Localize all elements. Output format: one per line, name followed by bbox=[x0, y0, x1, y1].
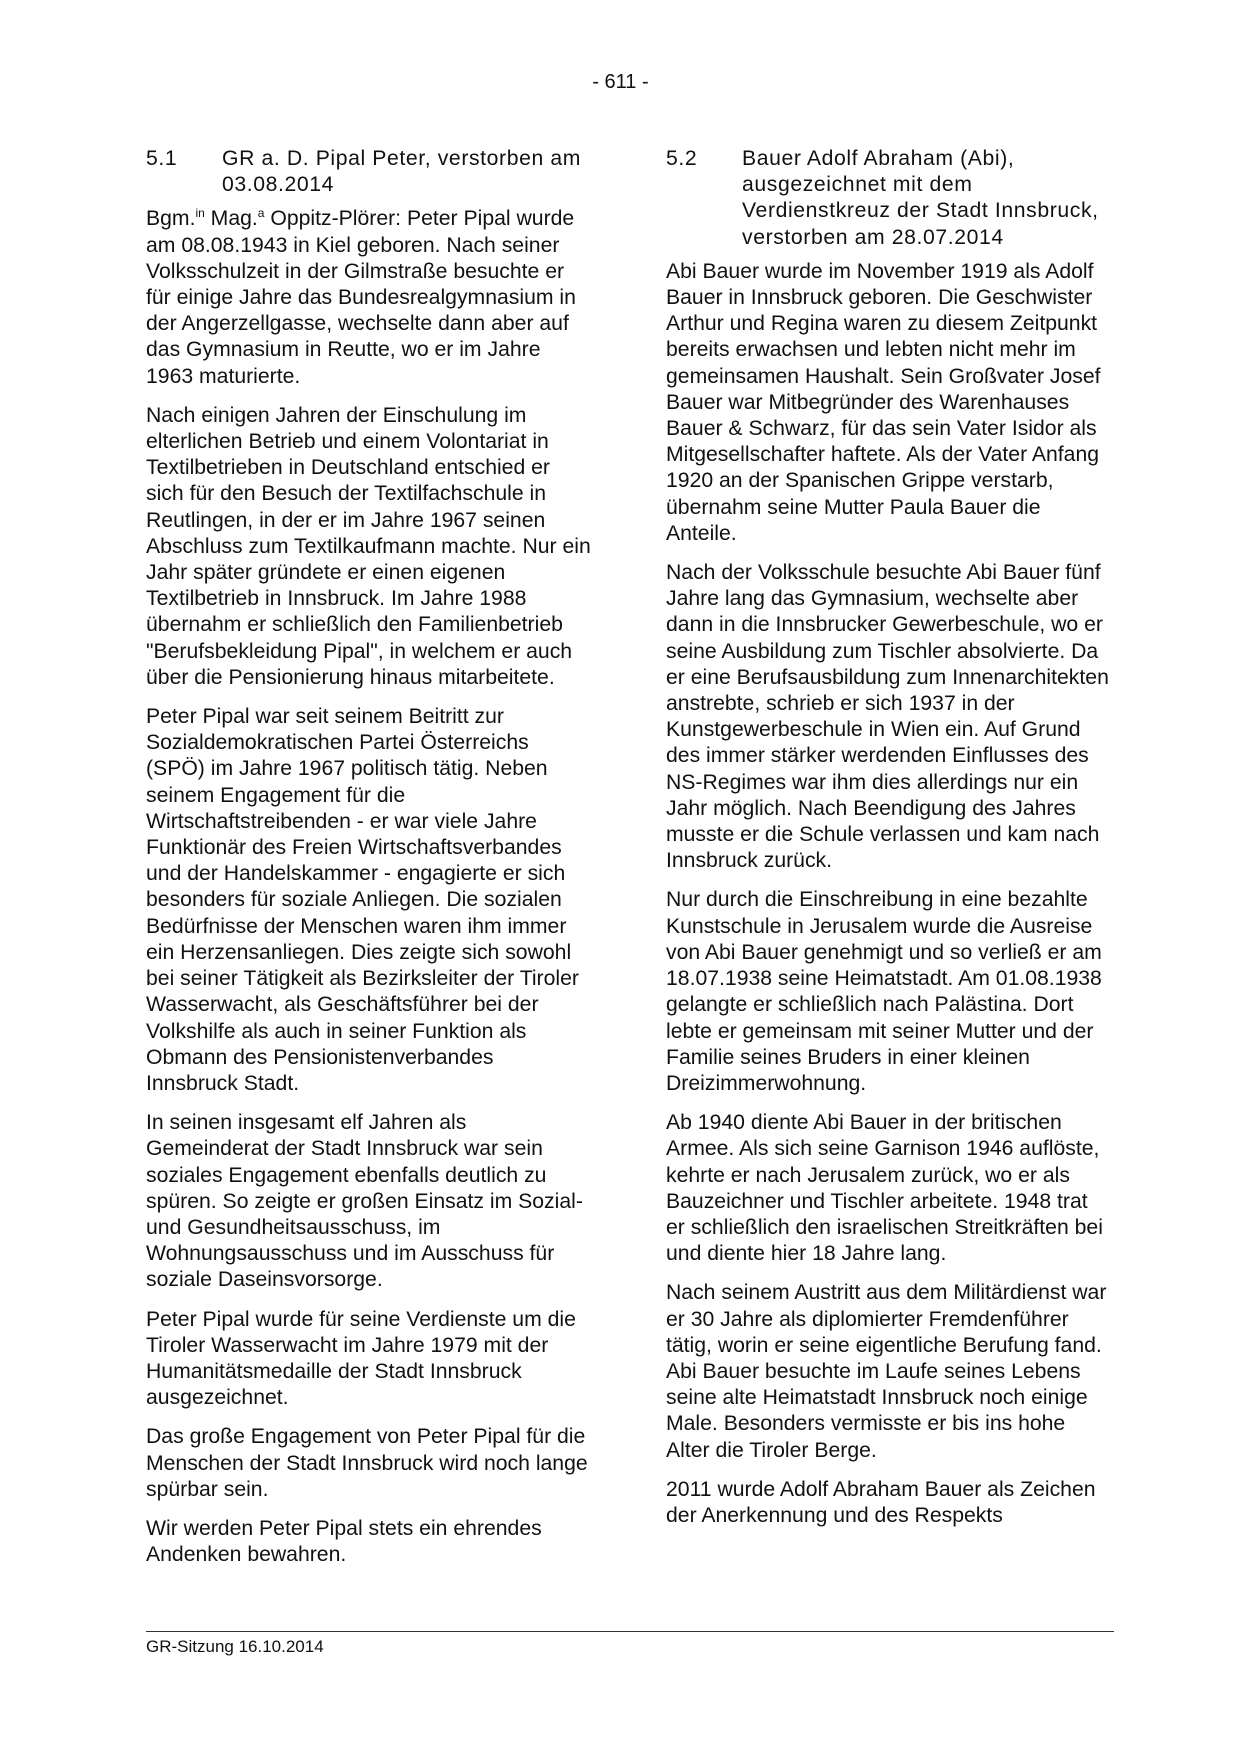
paragraph: Ab 1940 diente Abi Bauer in der britischen Armee. Als sich seine Garnison 1946 auflöste, kehrte er nach Jerusalem zurück, wo er als Bauzeichner und Tischler arbeitete. 1948 trat er schließlich den israelischen Streitkräften bei und diente hier 18 Jahre lang. bbox=[666, 1111, 1103, 1266]
paragraph: Nach seinem Austritt aus dem Militärdienst war er 30 Jahre als diplomierter Fremdenführer tätig, worin er seine eigentliche Berufung fand. Abi Bauer besuchte im Laufe seines Lebens seine alte Heimatstadt Innsbruck noch einige Male. Besonders vermisste er bis ins hohe Alter die Tiroler Berge. bbox=[666, 1281, 1107, 1462]
speaker-title: Mag. bbox=[204, 207, 258, 231]
paragraph: 2011 wurde Adolf Abraham Bauer als Zeichen der Anerkennung und des Respekts bbox=[666, 1477, 1096, 1527]
section-heading-5-1 bbox=[146, 146, 591, 198]
paragraph: Nach einigen Jahren der Einschulung im elterlichen Betrieb und einem Volontariat in Textilbetrieben in Deutschland entschied er sich für den Besuch der Textilfachschule in Reutlingen, in der er im Jahre 1967 seinen Abschluss zum Textilkaufmann machte. Nur ein Jahr später gründete er einen eigenen Textilbetrieb in Innsbruck. Im Jahre 1988 übernahm er schließlich den Familienbetrieb "Berufsbekleidung Pipal", in welchem er auch über die Pensionierung hinaus mitarbeitete. bbox=[146, 403, 591, 689]
footer-divider bbox=[146, 1631, 1114, 1632]
paragraph: Peter Pipal wurde für seine Verdienste um die Tiroler Wasserwacht im Jahre 1979 mit der Humanitätsmedaille der Stadt Innsbruck ausgezeichnet. bbox=[146, 1307, 576, 1410]
paragraph: Peter Pipal war seit seinem Beitritt zur Sozialdemokratischen Partei Österreichs (SPÖ) im Jahre 1967 politisch tätig. Neben seinem Engagement für die Wirtschaftstreibenden - er war viele Jahre Funktionär des Freien Wirtschaftsverbandes und der Handelskammer - engagierte er sich besonders für soziale Anliegen. Die sozialen Bedürfnisse der Menschen waren ihm immer ein Herzensanliegen. Dies zeigte sich sowohl bei seiner Tätigkeit als Bezirksleiter der Tiroler Wasserwacht, als Geschäftsführer bei der Volkshilfe als auch in seiner Funktion als Obmann des Pensionistenverbandes Innsbruck Stadt. bbox=[146, 705, 579, 1095]
section-title: Bauer Adolf Abraham (Abi), ausgezeichnet mit dem Verdienstkreuz der Stadt Innsbruck, verstorben am 28.07.2014 bbox=[742, 147, 1099, 249]
paragraph: Das große Engagement von Peter Pipal für die Menschen der Stadt Innsbruck wird noch lange spürbar sein. bbox=[146, 1425, 588, 1501]
section-number: 5.2 bbox=[666, 147, 698, 170]
footer-session-date: GR-Sitzung 16.10.2014 bbox=[146, 1637, 324, 1656]
paragraph: Nach der Volksschule besuchte Abi Bauer fünf Jahre lang das Gymnasium, wechselte aber dann in die Innsbrucker Gewerbeschule, wo er seine Ausbildung zum Tischler absolvierte. Da er eine Berufsausbildung zum Innenarchitekten anstrebte, schrieb er sich 1937 in der Kunstgewerbeschule in Wien ein. Auf Grund des immer stärker werdenden Einflusses des NS-Regimes war ihm dies allerdings nur ein Jahr möglich. Nach Beendigung des Jahres musste er die Schule verlassen und kam nach Innsbruck zurück. bbox=[666, 561, 1109, 873]
speaker-prefix: Bgm. bbox=[146, 207, 196, 231]
page-number: - 611 - bbox=[592, 71, 649, 93]
paragraph: Abi Bauer wurde im November 1919 als Adolf Bauer in Innsbruck geboren. Die Geschwister Arthur und Regina waren zu diesem Zeitpunkt bereits erwachsen und lebten nicht mehr im gemeinsamen Haushalt. Sein Großvater Josef Bauer war Mitbegründer des Warenhauses Bauer & Schwarz, für das sein Vater Isidor als Mitgesellschafter haftete. Als der Vater Anfang 1920 an der Spanischen Grippe verstarb, übernahm seine Mutter Paula Bauer die Anteile. bbox=[666, 259, 1101, 545]
left-column bbox=[146, 146, 591, 1581]
paragraph: In seinen insgesamt elf Jahren als Gemeinderat der Stadt Innsbruck war sein soziales Engagement ebenfalls deutlich zu spüren. So zeigte er großen Einsatz im Sozial- und Gesundheitsausschuss, im Wohnungsausschuss und im Ausschuss für soziale Daseinsvorsorge. bbox=[146, 1111, 583, 1292]
right-column bbox=[666, 146, 1111, 1542]
intro-text: Oppitz-Plörer: Peter Pipal wurde am 08.08.1943 in Kiel geboren. Nach seiner Volksschulzeit in der Gilmstraße besuchte er für einige Jahre das Bundesrealgymnasium in der Angerzellgasse, wechselte dann aber auf das Gymnasium in Reutte, wo er im Jahre 1963 maturierte. bbox=[146, 207, 576, 388]
paragraph: Nur durch die Einschreibung in eine bezahlte Kunstschule in Jerusalem wurde die Ausreise von Abi Bauer genehmigt und so verließ er am 18.07.1938 seine Heimatstadt. Am 01.08.1938 gelangte er schließlich nach Palästina. Dort lebte er gemeinsam mit seiner Mutter und der Familie seines Bruders in einer kleinen Dreizimmerwohnung. bbox=[666, 888, 1102, 1095]
paragraph: Wir werden Peter Pipal stets ein ehrendes Andenken bewahren. bbox=[146, 1516, 542, 1567]
speaker-title-sup: a bbox=[257, 206, 265, 221]
section-number: 5.1 bbox=[146, 147, 178, 170]
section-title: GR a. D. Pipal Peter, verstorben am 03.08.2014 bbox=[222, 147, 581, 197]
intro-paragraph bbox=[146, 206, 591, 389]
section-heading-5-2 bbox=[666, 146, 1111, 251]
speaker-prefix-sup: in bbox=[195, 206, 205, 221]
